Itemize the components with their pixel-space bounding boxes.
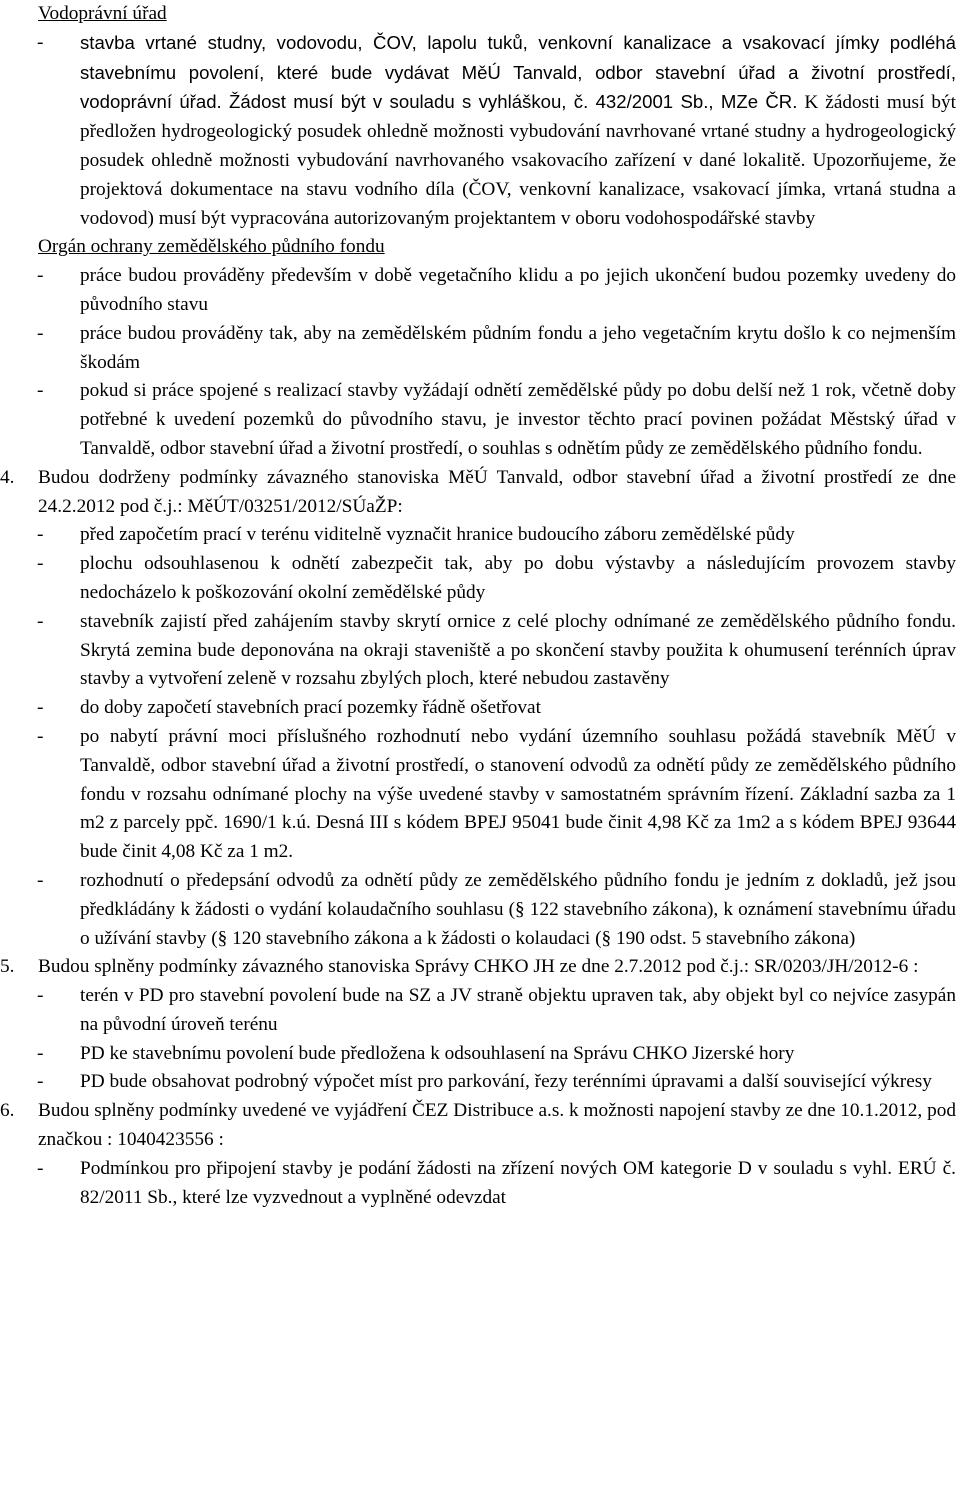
list-item: - práce budou prováděny tak, aby na zemědělském půdním fondu a jeho vegetačním krytu došlo k co nejmenším škodám [80, 320, 956, 378]
section-heading-vodopravni: Vodoprávní úřad [38, 3, 167, 24]
paragraph-text: stavba vrtané studny, vodovodu, ČOV, lapolu tuků, venkovní kanalizace a vsakovací jímky podléhá stavebnímu povolení, které bude vydávat MěÚ Tanvald, odbor stavební úřad a životní prostředí, vodoprávní úřad. Žádost musí být v souladu s vyhláškou, č. 432/2001 Sb., MZe ČR. [80, 31, 956, 113]
list-item: - Podmínkou pro připojení stavby je podání žádosti na zřízení nových OM kategorie D v souladu s vyhl. ERÚ č. 82/2011 Sb., které lze vyzvednout a vyplněné odevzdat [80, 1155, 956, 1213]
numbered-item-6 [0, 1097, 956, 1155]
numbered-item-5 [0, 953, 956, 982]
item-text: Budou dodrženy podmínky závazného stanoviska MěÚ Tanvald, odbor stavební úřad a životní prostředí ze dne 24.2.2012 pod č.j.: MěÚT/03251/2012/SÚaŽP: [38, 466, 956, 517]
section-heading-zpf: Orgán ochrany zemědělského půdního fondu [38, 236, 385, 258]
list-item: - plochu odsouhlasenou k odnětí zabezpečit tak, aby po dobu výstavby a následujícím provozem stavby nedocházelo k poškozování okolní zemědělské půdy [80, 550, 956, 608]
list-item: - pokud si práce spojené s realizací stavby vyžádají odnětí zemědělské půdy po dobu delší než 1 rok, včetně doby potřebné k uvedení pozemků do původního stavu, je investor těchto prací povinen požádat Městský úřad v Tanvaldě, odbor stavební úřad a životní prostředí, o souhlas s odnětím půdy ze zemědělského půdního fondu. [80, 377, 956, 463]
list-item: - terén v PD pro stavební povolení bude na SZ a JV straně objektu upraven tak, aby objekt byl co nejvíce zasypán na původní úroveň terénu [80, 982, 956, 1040]
item-number: 5. [0, 956, 15, 978]
list-item: - práce budou prováděny především v době vegetačního klidu a po jejich ukončení budou pozemky uvedeny do původního stavu [80, 262, 956, 320]
list-item: - PD bude obsahovat podrobný výpočet míst pro parkování, řezy terénními úpravami a další související výkresy [80, 1068, 956, 1097]
paragraph-text: K žádosti musí být předložen hydrogeologický posudek ohledně možnosti vybudování navrhované vrtané studny a hydrogeologický posudek ohledně možnosti vybudování navrhovaného vsakovacího zařízení v dané lokalitě. Upozorňujeme, že projektová dokumentace na stavu vodního díla (ČOV, venkovní kanalizace, vsakovací jímka, vrtaná studna a vodovod) musí být vypracována autorizovaným projektantem v oboru vodohospodářské stavby [80, 92, 956, 229]
list-item [80, 29, 956, 234]
list-item: - rozhodnutí o předepsání odvodů za odnětí půdy ze zemědělského půdního fondu je jedním z dokladů, jež jsou předkládány k žádosti o vydání kolaudačního souhlasu (§ 122 stavebního zákona), k oznámení stavebnímu úřadu o užívání stavby (§ 120 stavebního zákona a k žádosti o kolaudaci (§ 190 odst. 5 stavebního zákona) [80, 867, 956, 953]
item-number: 6. [0, 1100, 15, 1122]
item-text: Budou splněny podmínky závazného stanoviska Správy CHKO JH ze dne 2.7.2012 pod č.j.: SR/0203/JH/2012-6 : [38, 956, 919, 978]
list-item: - PD ke stavebnímu povolení bude předložena k odsouhlasení na Správu CHKO Jizerské hory [80, 1040, 956, 1069]
numbered-item-4 [0, 464, 956, 522]
item-text: Budou splněny podmínky uvedené ve vyjádření ČEZ Distribuce a.s. k možnosti napojení stavby ze dne 10.1.2012, pod značkou : 1040423556 : [38, 1100, 956, 1151]
item-number: 4. [0, 466, 15, 488]
list-item: - do doby započetí stavebních prací pozemky řádně ošetřovat [80, 694, 956, 723]
list-item: - stavebník zajistí před zahájením stavby skrytí ornice z celé plochy odnímané ze zemědělského půdního fondu. Skrytá zemina bude deponována na okraji staveniště a po skončení stavby použita k ohumusení terénních úprav stavby a vytvoření zeleně v rozsahu zbylých ploch, které nebudou zastavěny [80, 608, 956, 694]
list-item: - po nabytí právní moci příslušného rozhodnutí nebo vydání územního souhlasu požádá stavebník MěÚ v Tanvaldě, odbor stavební úřad a životní prostředí, o stanovení odvodů za odnětí půdy ze zemědělského půdního fondu v rozsahu odnímané plochy na výše uvedené stavby v samostatném správním řízení. Základní sazba za 1 m2 z parcely ppč. 1690/1 k.ú. Desná III s kódem BPEJ 95041 bude činit 4,98 Kč za 1m2 a s kódem BPEJ 93644 bude činit 4,08 Kč za 1 m2. [80, 723, 956, 867]
list-item: - před započetím prací v terénu viditelně vyznačit hranice budoucího záboru zemědělské půdy [80, 521, 956, 550]
